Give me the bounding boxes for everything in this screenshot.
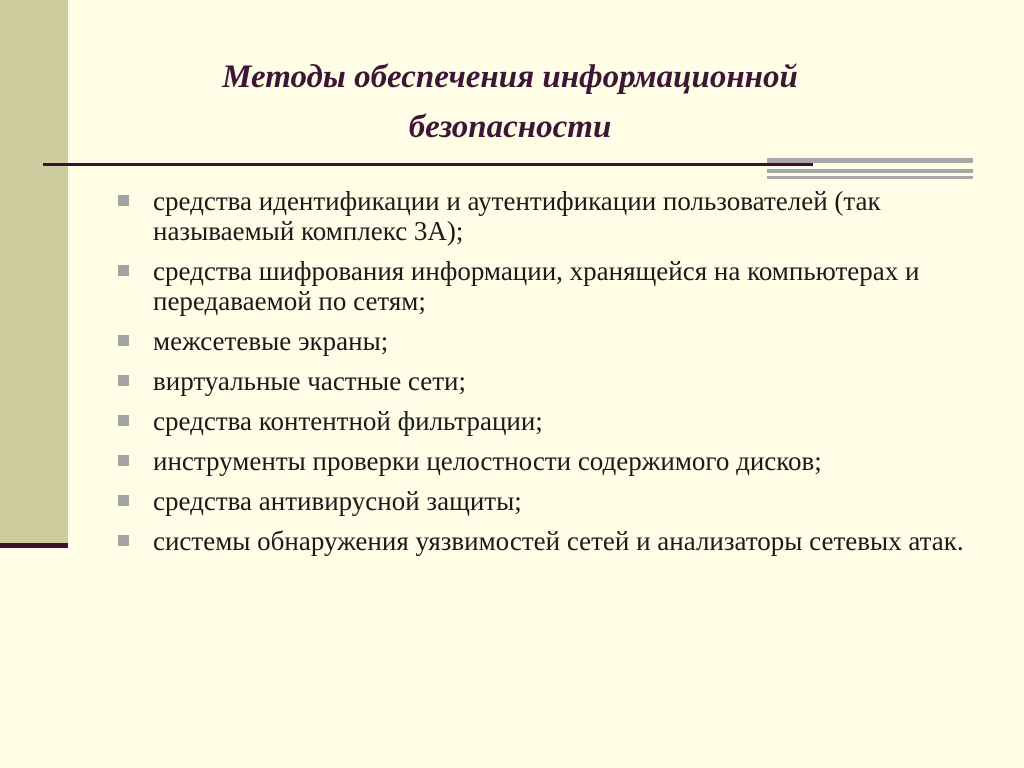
square-bullet-icon bbox=[118, 415, 129, 426]
bullet-text: средства антивирусной защиты; bbox=[153, 486, 522, 516]
bullet-item bbox=[113, 406, 993, 436]
square-bullet-icon bbox=[118, 495, 129, 506]
bullet-text: межсетевые экраны; bbox=[153, 326, 389, 356]
bullet-text: средства шифрования информации, хранящейся на компьютерах и передаваемой по сетям; bbox=[153, 256, 920, 316]
left-decorative-rule bbox=[0, 543, 68, 548]
grey-decorative-rule bbox=[767, 176, 973, 179]
bullet-text: средства контентной фильтрации; bbox=[153, 406, 543, 436]
bullet-item bbox=[113, 326, 993, 356]
square-bullet-icon bbox=[118, 455, 129, 466]
square-bullet-icon bbox=[118, 375, 129, 386]
grey-decorative-rule bbox=[767, 169, 973, 173]
title-underline-rule bbox=[43, 163, 813, 166]
bullet-item bbox=[113, 186, 993, 246]
bullet-text: инструменты проверки целостности содержимого дисков; bbox=[153, 446, 822, 476]
grey-decorative-rule bbox=[767, 158, 973, 163]
slide-title: Методы обеспечения информационной безопасности bbox=[222, 59, 798, 145]
bullet-text: системы обнаружения уязвимостей сетей и анализаторы сетевых атак. bbox=[153, 526, 964, 556]
bullet-text: средства идентификации и аутентификации пользователей (так называемый комплекс 3А); bbox=[153, 186, 881, 246]
square-bullet-icon bbox=[118, 195, 129, 206]
left-decorative-band bbox=[0, 0, 68, 543]
square-bullet-icon bbox=[118, 535, 129, 546]
bullet-item bbox=[113, 366, 993, 396]
bullet-item bbox=[113, 446, 993, 476]
bullet-item bbox=[113, 486, 993, 516]
bullet-item bbox=[113, 526, 993, 556]
square-bullet-icon bbox=[118, 335, 129, 346]
bullet-text: виртуальные частные сети; bbox=[153, 366, 466, 396]
bullet-item bbox=[113, 256, 993, 316]
square-bullet-icon bbox=[118, 265, 129, 276]
bullet-list bbox=[113, 186, 993, 566]
